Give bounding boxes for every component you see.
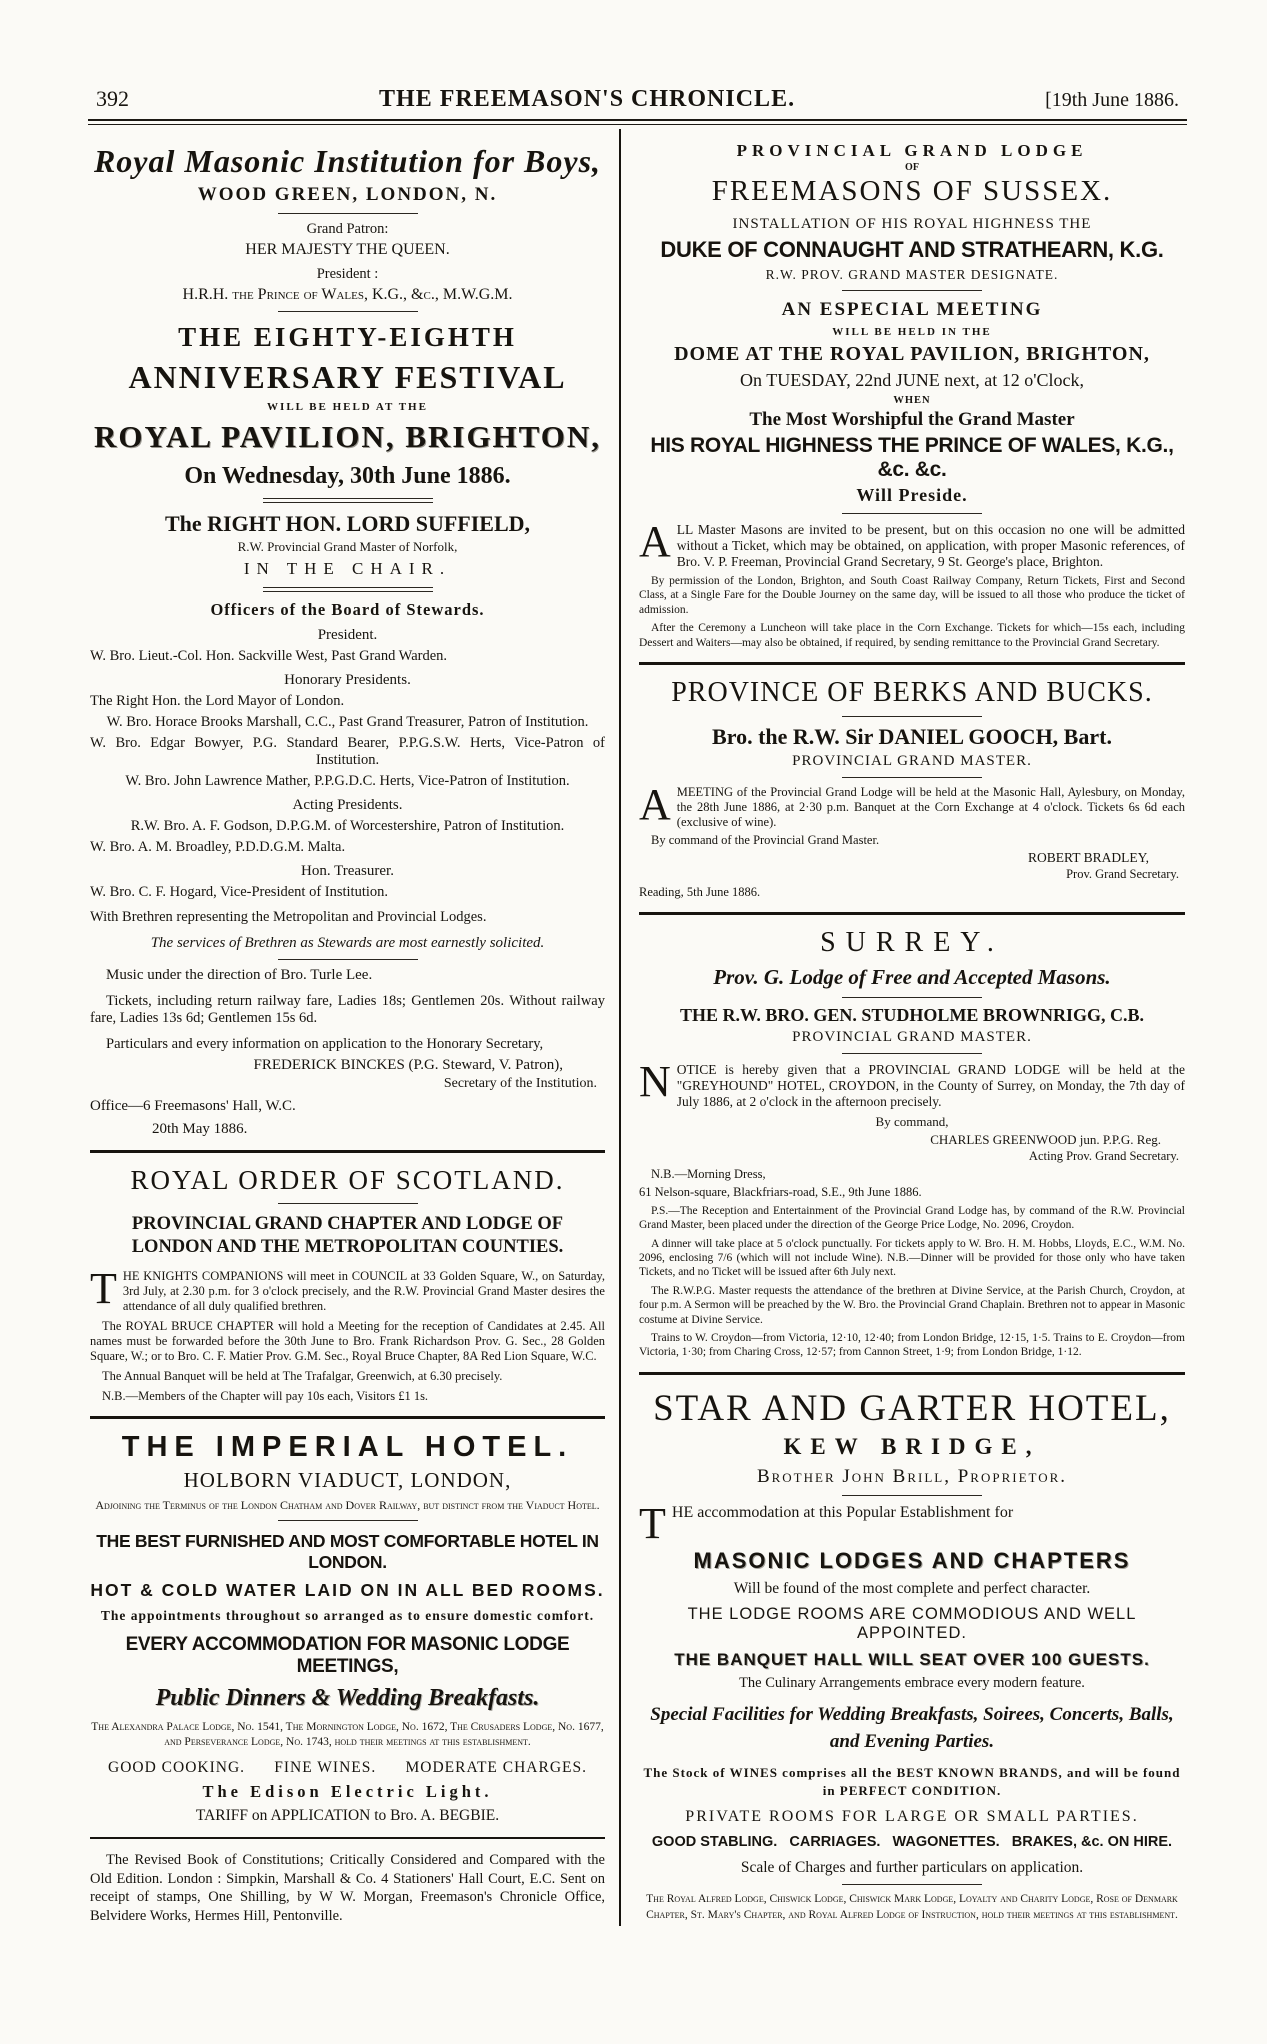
sussex-installation: INSTALLATION OF HIS ROYAL HIGHNESS THE <box>732 216 1092 232</box>
surrey-lodge-line: Prov. G. Lodge of Free and Accepted Masons. <box>713 964 1111 989</box>
paragraph-text: OTICE is hereby given that a PROVINCIAL GRAND LODGE will be held at the "GREYHOUND" HOTEL, CROYDON, in the County of Surrey, on Monday, the 7th day of July 1886, at 2 o'clock in the afternoon precisely. <box>676 1061 1185 1109</box>
boys-title: Royal Masonic Institution for Boys, <box>93 143 602 179</box>
officer-entry: W. Bro. Lieut.-Col. Hon. Sackville West, Past Grand Warden. <box>90 648 448 664</box>
sussex-held-in: WILL BE HELD IN THE <box>832 326 992 338</box>
surrey-address: 61 Nelson-square, Blackfriars-road, S.E., 9th June 1886. <box>639 1184 922 1199</box>
scotland-paragraph: The Annual Banquet will be held at The Trafalgar, Greenwich, at 6.30 precisely. <box>102 1369 503 1384</box>
divider <box>842 716 982 717</box>
page-date: [19th June 1886. <box>1045 89 1179 111</box>
services-note: The services of Brethren as Stewards are most earnestly solicited. <box>150 935 545 951</box>
officer-entry: The Right Hon. the Lord Mayor of London. <box>90 693 345 709</box>
sussex-paragraph: By permission of the London, Brighton, and South Coast Railway Company, Return Tickets, First and Second Class, at a Single Fare for the Double Journey on the same day, will be issued to all those who produce the ticket of admission. <box>639 575 1185 616</box>
surrey-dinner: A dinner will take place at 5 o'clock punctually. For tickets apply to W. Bro. H. M. Hobbs, Lloyds, E.C., W.M. No. 2096, enclosing 7/6 (which will not include Wine). N.B.—Dinner will be provided for those only who have taken Tickets, and no Ticket will be issued after 6th July next. <box>639 1237 1185 1279</box>
surrey-paragraph <box>639 1062 1185 1110</box>
sussex-paragraph: After the Ceremony a Luncheon will take place in the Corn Exchange. Tickets for which—15s each, including Dessert and Waiters—may also be obtained, if required, by sending remittance to the Provincial Grand Secretary. <box>639 622 1185 649</box>
divider <box>278 213 418 214</box>
divider <box>842 1053 982 1054</box>
section-boys-institution <box>90 143 605 1138</box>
section-rule <box>90 1416 605 1419</box>
columns <box>88 129 1187 1926</box>
divider <box>278 1520 418 1521</box>
star-rooms-line: THE LODGE ROOMS ARE COMMODIOUS AND WELL APPOINTED. <box>687 1604 1137 1642</box>
star-private-rooms: PRIVATE ROOMS FOR LARGE OR SMALL PARTIES. <box>685 1808 1139 1826</box>
imperial-title: THE IMPERIAL HOTEL. <box>121 1431 574 1464</box>
president: H.R.H. the Prince of Wales, K.G., &c., M.W.G.M. <box>182 286 513 303</box>
scotland-paragraph: N.B.—Members of the Chapter will pay 10s each, Visitors £1 1s. <box>102 1389 429 1404</box>
boys-location: WOOD GREEN, LONDON, N. <box>197 184 498 205</box>
section-rule <box>90 1837 605 1839</box>
grand-patron-label: Grand Patron: <box>306 221 389 237</box>
festival-date: On Wednesday, 30th June 1886. <box>184 463 511 489</box>
sussex-date: On TUESDAY, 22nd JUNE next, at 12 o'Clock, <box>740 370 1084 390</box>
imperial-address: HOLBORN VIADUCT, LONDON, <box>183 1468 512 1493</box>
section-surrey <box>639 927 1185 1360</box>
dropcap: A <box>639 522 671 566</box>
divider <box>842 513 982 514</box>
in-the-chair: IN THE CHAIR. <box>243 559 452 578</box>
paragraph-text: HE KNIGHTS COMPANIONS will meet in COUNCIL at 33 Golden Square, W., on Saturday, 3rd July, at 2.30 p.m. for 3 o'clock precisely, and the R.W. Provincial Grand Master desires the attendance of all duly qualified brethren. <box>122 1269 605 1314</box>
berks-signature-title: Prov. Grand Secretary. <box>1066 866 1179 881</box>
divider <box>278 1203 418 1204</box>
surrey-title: SURREY. <box>820 926 1004 958</box>
imperial-edison-line: The Edison Electric Light. <box>202 1781 493 1801</box>
treasurer-label: Hon. Treasurer. <box>301 863 394 879</box>
dropcap: A <box>639 784 671 829</box>
notice-date: 20th May 1886. <box>152 1121 248 1137</box>
dropcap: N <box>639 1061 671 1106</box>
secretary-title: Secretary of the Institution. <box>443 1076 597 1091</box>
scotland-subtitle: PROVINCIAL GRAND CHAPTER AND LODGE OF LONDON AND THE METROPOLITAN COUNTIES. <box>131 1214 564 1258</box>
star-special-facilities: Special Facilities for Wedding Breakfasts, Soirees, Concerts, Balls, and Evening Parties. <box>650 1703 1174 1753</box>
berks-paragraph <box>639 785 1185 830</box>
divider <box>263 587 433 592</box>
held-at: WILL BE HELD AT THE <box>267 401 428 413</box>
paragraph-text: LL Master Masons are invited to be present, but on this occasion no one will be admitted without a Ticket, which may be obtained, on application, with proper Masonic references, of Bro. V. P. Freeman, Provincial Grand Secretary, 9 St. George's place, Brighton. <box>676 522 1185 569</box>
section-book-notice <box>90 1851 605 1926</box>
divider <box>263 498 433 503</box>
divider <box>842 290 982 291</box>
officer-entry: R.W. Bro. A. F. Godson, D.P.G.M. of Worcestershire, Patron of Institution. <box>130 818 565 834</box>
officer-entry: W. Bro. Horace Brooks Marshall, C.C., Past Grand Treasurer, Patron of Institution. <box>106 714 589 730</box>
divider <box>278 311 418 312</box>
dropcap: T <box>639 1503 666 1542</box>
scotland-paragraph: The ROYAL BRUCE CHAPTER will hold a Meeting for the reception of Candidates at 2.45. All names must be forwarded before the 30th June to Bro. Frank Richardson Prov. G. Sec., 28 Golden Square, W.; or to Bro. C. F. Matier Prov. G.M. Sec., Royal Bruce Chapter, 8A Red Lion Square, W.C. <box>90 1319 605 1364</box>
divider <box>842 1884 982 1885</box>
divider <box>278 959 418 960</box>
page-title: THE FREEMASON'S CHRONICLE. <box>379 86 796 112</box>
sussex-hrh: HIS ROYAL HIGHNESS THE PRINCE OF WALES, K.G., &c. &c. <box>650 434 1174 481</box>
divider <box>842 997 982 998</box>
festival-line2: ANNIVERSARY FESTIVAL <box>128 359 567 395</box>
star-found-line: Will be found of the most complete and perfect character. <box>733 1579 1091 1597</box>
officer-entry: W. Bro. Edgar Bowyer, P.G. Standard Bearer, P.P.G.S.W. Herts, Vice-Patron of Institution. <box>90 735 605 768</box>
divider <box>842 1495 982 1496</box>
chairman-name: The RIGHT HON. LORD SUFFIELD, <box>164 511 531 536</box>
dropcap: T <box>90 1269 117 1314</box>
sussex-when: WHEN <box>893 395 931 406</box>
sussex-preside: Will Preside. <box>856 485 968 505</box>
berks-place-date: Reading, 5th June 1886. <box>639 884 761 899</box>
surrey-ps: P.S.—The Reception and Entertainment of the Provincial Grand Lodge has, by command of the R.W. Provincial Grand Master, been placed under the direction of the George Price Lodge, No. 2096, Croydon. <box>639 1204 1185 1232</box>
berks-grand-master: Bro. the R.W. Sir DANIEL GOOCH, Bart. <box>712 723 1112 749</box>
honorary-label: Honorary Presidents. <box>284 672 411 688</box>
sussex-worshipful: The Most Worshipful the Grand Master <box>749 409 1075 430</box>
president-label: President : <box>316 266 379 282</box>
surrey-grand-master: THE R.W. BRO. GEN. STUDHOLME BROWNRIGG, C.B. <box>680 1004 1144 1025</box>
berks-command: By command of the Provincial Grand Master. <box>651 832 880 847</box>
tickets-note: Tickets, including return railway fare, Ladies 18s; Gentlemen 20s. Without railway fare, Ladies 13s 6d; Gentlemen 15s 6d. <box>90 993 605 1026</box>
page-header <box>88 86 1187 119</box>
surrey-service: The R.W.P.G. Master requests the attendance of the brethren at Divine Service, at the Parish Church, Croydon, at four p.m. A Sermon will be preached by the W. Bro. the Provincial Grand Chaplain. Brethren not to appear in Masonic costume at Divine Service. <box>639 1284 1185 1326</box>
scotland-title: ROYAL ORDER OF SCOTLAND. <box>130 1165 565 1195</box>
surrey-signature-title: Acting Prov. Grand Secretary. <box>1028 1148 1179 1163</box>
star-title: STAR AND GARTER HOTEL, <box>653 1387 1171 1429</box>
berks-signature-name: ROBERT BRADLEY, <box>1028 849 1149 865</box>
star-lodges-list: The Royal Alfred Lodge, Chiswick Lodge, Chiswick Mark Lodge, Loyalty and Charity Lodge, Rose of Denmark Chapter, St. Mary's Chapter, and Royal Alfred Lodge of Instruction, hold their meetings at this establishment. <box>646 1893 1178 1921</box>
divider <box>842 777 982 778</box>
header-rule <box>88 119 1187 125</box>
festival-venue: ROYAL PAVILION, BRIGHTON, <box>93 419 602 454</box>
sussex-kicker: PROVINCIAL GRAND LODGE <box>736 141 1088 160</box>
imperial-appointments: The appointments throughout so arranged as to ensure domestic comfort. <box>100 1608 595 1624</box>
festival-line1: THE EIGHTY-EIGHTH <box>178 322 517 352</box>
surrey-nb: N.B.—Morning Dress, <box>651 1166 766 1181</box>
paragraph-text: MEETING of the Provincial Grand Lodge will be held at the Masonic Hall, Aylesbury, on Monday, the 28th June 1886, at 2·30 p.m. Banquet at the Corn Exchange at 4 o'clock. Tickets 6s 6d each (exclusive of wine). <box>676 784 1185 829</box>
star-paragraph <box>639 1504 1185 1542</box>
surrey-trains: Trains to W. Croydon—from Victoria, 12·10, 12·40; from London Bridge, 12·15, 1·5. Trains to E. Croydon—from Victoria, 1·30; from Charing Cross, 12·57; from Cannon Street, 1·9; from London Bridge, 1·12. <box>639 1331 1185 1359</box>
brethren-note: With Brethren representing the Metropolitan and Provincial Lodges. <box>90 909 487 925</box>
grand-patron: HER MAJESTY THE QUEEN. <box>245 241 450 258</box>
imperial-tariff-line: TARIFF on APPLICATION to Bro. A. BEGBIE. <box>195 1806 500 1824</box>
paragraph-text: HE accommodation at this Popular Establishment for <box>671 1503 1014 1521</box>
section-rule <box>639 662 1185 665</box>
secretary-name: FREDERICK BINCKES (P.G. Steward, V. Patron), <box>253 1057 563 1073</box>
section-rule <box>639 912 1185 915</box>
sussex-of: OF <box>905 162 919 173</box>
star-culinary-line: The Culinary Arrangements embrace every modern feature. <box>739 1674 1085 1691</box>
officer-entry: W. Bro. John Lawrence Mather, P.P.G.D.C. Herts, Vice-Patron of Institution. <box>125 773 570 789</box>
left-column <box>88 129 619 1926</box>
sussex-designate: R.W. PROV. GRAND MASTER DESIGNATE. <box>765 267 1059 282</box>
office-address: Office—6 Freemasons' Hall, W.C. <box>90 1098 296 1114</box>
right-column <box>619 129 1187 1926</box>
imperial-adjoining: Adjoining the Terminus of the London Chatham and Dover Railway, but distinct from the Viaduct Hotel. <box>95 1498 600 1513</box>
sussex-title: FREEMASONS OF SUSSEX. <box>711 175 1113 207</box>
imperial-lodges-list: The Alexandra Palace Lodge, No. 1541, The Mornington Lodge, No. 1672, The Crusaders Lodge, No. 1677, and Perseverance Lodge, No. 1743, hold their meetings at this establishment. <box>91 1720 604 1748</box>
berks-title: PROVINCE OF BERKS AND BUCKS. <box>671 676 1153 708</box>
section-berks-bucks <box>639 677 1185 900</box>
music-note: Music under the direction of Bro. Turle Lee. <box>106 967 373 983</box>
officer-entry: W. Bro. C. F. Hogard, Vice-President of Institution. <box>90 884 389 900</box>
imperial-accommodation: EVERY ACCOMMODATION FOR MASONIC LODGE MEETINGS, <box>125 1633 570 1677</box>
acting-label: Acting Presidents. <box>292 797 403 813</box>
imperial-best-line: THE BEST FURNISHED AND MOST COMFORTABLE HOTEL IN LONDON. <box>96 1531 599 1573</box>
imperial-dinners: Public Dinners & Wedding Breakfasts. <box>155 1684 540 1711</box>
star-wine-stock: The Stock of WINES comprises all the BEST KNOWN BRANDS, and will be found in PERFECT CONDITION. <box>643 1764 1181 1798</box>
book-notice-text: The Revised Book of Constitutions; Critically Considered and Compared with the Old Edition. London : Simpkin, Marshall & Co. 4 Stationers' Hall Court, E.C. Sent on receipt of stamps, One Shilling, by W W. Morgan, Freemason's Chronicle Office, Belvidere Works, Hermes Hill, Pentonville. <box>90 1851 605 1925</box>
officer-entry: W. Bro. A. M. Broadley, P.D.D.G.M. Malta. <box>90 839 346 855</box>
berks-gm-label: PROVINCIAL GRAND MASTER. <box>792 752 1032 769</box>
star-kew-bridge: KEW BRIDGE, <box>783 1433 1041 1459</box>
section-star-garter <box>639 1387 1185 1924</box>
section-rule <box>639 1372 1185 1375</box>
star-proprietor: Brother John Brill, Proprietor. <box>756 1465 1068 1487</box>
section-royal-order-scotland <box>90 1165 605 1404</box>
section-imperial-hotel <box>90 1431 605 1824</box>
particulars-note: Particulars and every information on application to the Honorary Secretary, <box>106 1036 544 1052</box>
star-scale-line: Scale of Charges and further particulars on application. <box>740 1859 1084 1877</box>
surrey-command: By command, <box>875 1113 949 1129</box>
star-stabling-line: GOOD STABLING. CARRIAGES. WAGONETTES. BRAKES, &c. ON HIRE. <box>651 1834 1173 1851</box>
sussex-duke: DUKE OF CONNAUGHT AND STRATHEARN, K.G. <box>660 237 1164 262</box>
star-banquet-line: THE BANQUET HALL WILL SEAT OVER 100 GUESTS. <box>674 1649 1150 1669</box>
officers-heading: Officers of the Board of Stewards. <box>210 600 485 619</box>
sussex-dome: DOME AT THE ROYAL PAVILION, BRIGHTON, <box>674 343 1150 365</box>
section-rule <box>90 1150 605 1153</box>
surrey-gm-label: PROVINCIAL GRAND MASTER. <box>792 1028 1032 1045</box>
star-masonic-lodges-line: MASONIC LODGES AND CHAPTERS <box>693 1547 1131 1573</box>
sussex-paragraph <box>639 522 1185 570</box>
president2-label: President. <box>317 627 378 643</box>
scotland-paragraph <box>90 1269 605 1314</box>
sussex-especial-meeting: AN ESPECIAL MEETING <box>781 299 1043 320</box>
imperial-cooking-line: GOOD COOKING. FINE WINES. MODERATE CHARGES. <box>108 1758 587 1776</box>
imperial-water-line: HOT & COLD WATER LAID ON IN ALL BED ROOMS. <box>90 1580 605 1601</box>
surrey-signature-name: CHARLES GREENWOOD jun. P.P.G. Reg. <box>930 1131 1161 1147</box>
chairman-title: R.W. Provincial Grand Master of Norfolk, <box>237 539 458 554</box>
page-number: 392 <box>96 86 129 111</box>
section-sussex <box>639 141 1185 650</box>
